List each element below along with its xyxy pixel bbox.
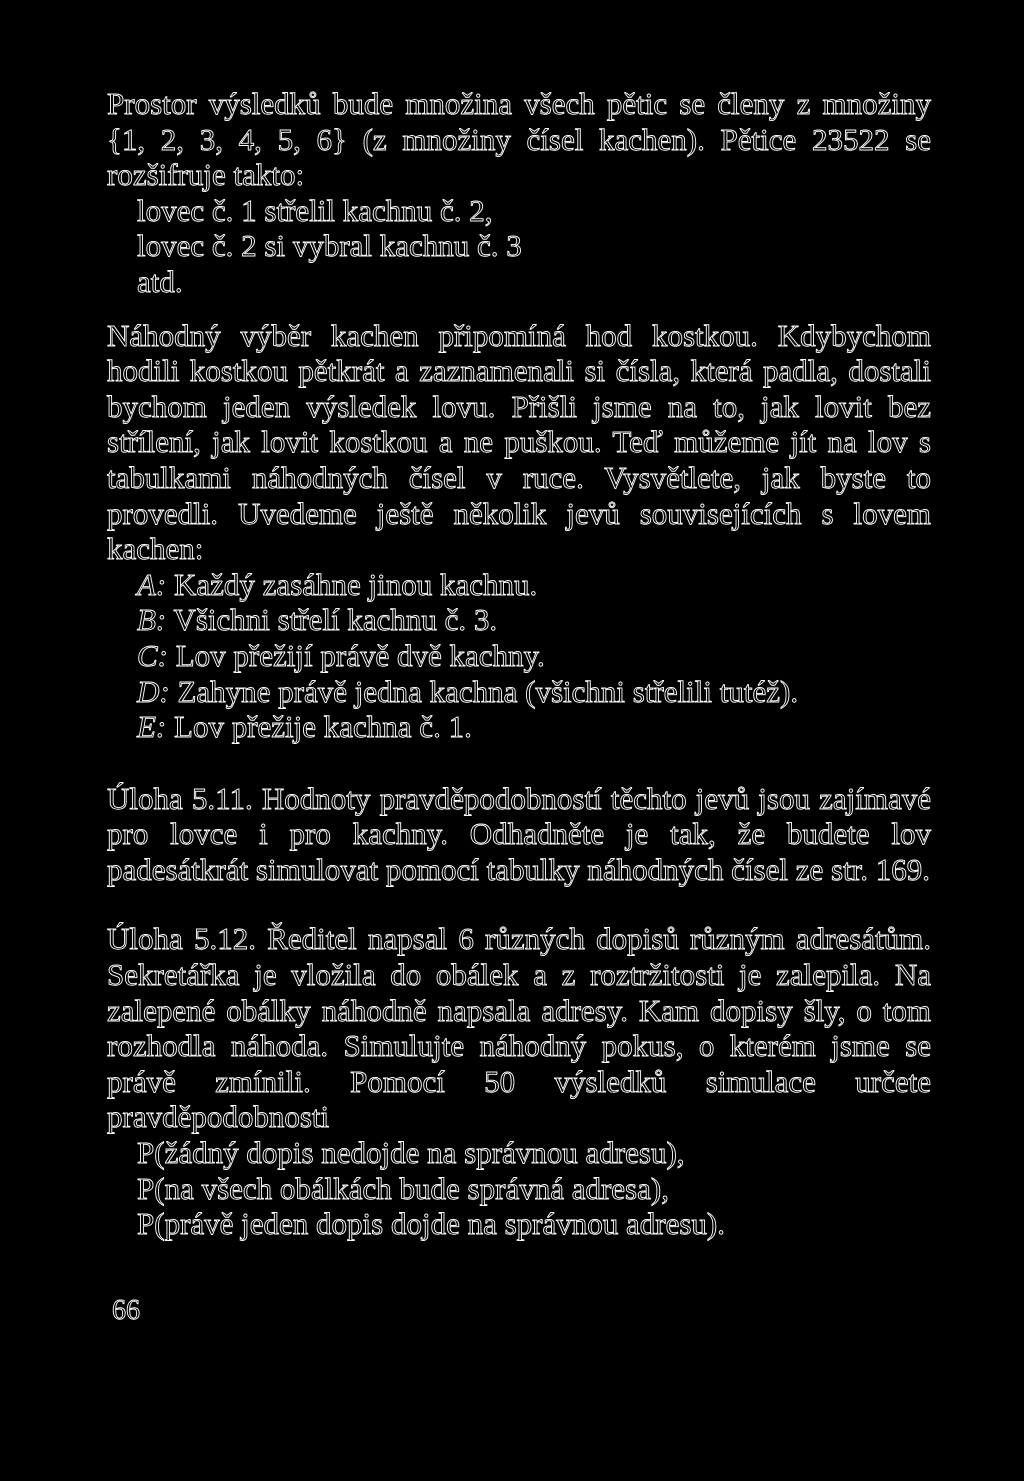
event-item-b <box>107 602 931 638</box>
event-text: Zahyne právě jedna kachna (všichni střelili tutéž). <box>177 673 799 709</box>
intro-line-1: lovec č. 1 střelil kachnu č. 2, <box>137 192 493 228</box>
task-text: Ředitel napsal 6 různých dopisů různým adresátům. Sekretářka je vložila do obálek a z roztržitosti je zalepila. Na zalepené obálky náhodně napsala adresy. Kam dopisy šly, o tom rozhodla náhoda. Simulujte náhodný pokus, o kterém jsme se právě zmínili. Pomocí 50 výsledků simulace určete pravděpodobnosti <box>107 921 932 1135</box>
event-label: E: <box>137 709 167 745</box>
event-text: Lov přežijí právě dvě kachny. <box>175 637 545 673</box>
event-item-d <box>107 674 931 710</box>
event-label: A: <box>137 566 167 602</box>
task-label: Úloha 5.11. <box>107 780 253 816</box>
event-item-e <box>107 709 931 745</box>
event-item-c <box>107 638 931 674</box>
random-choice-paragraph: Náhodný výběr kachen připomíná hod kostkou. Kdybychom hodili kostkou pětkrát a zaznamenali si čísla, která padla, dostali bychom jeden výsledek lovu. Přišli jsme na to, jak lovit bez střílení, jak lovit kostkou a ne puškou. Teď můžeme jít na lov s tabulkami náhodných čísel v ruce. Vysvětlete, jak byste to provedli. Uvedeme ještě několik jevů souvisejících s lovem kachen: <box>107 317 931 567</box>
page-number: 66 <box>112 1295 140 1326</box>
probability-line-1: P(žádný dopis nedojde na správnou adresu), <box>137 1135 685 1171</box>
task-label: Úloha 5.12. <box>107 921 256 957</box>
probability-line-3: P(právě jeden dopis dojde na správnou adresu). <box>137 1206 725 1242</box>
event-text: Každý zasáhne jinou kachnu. <box>174 566 538 602</box>
task-text: Hodnoty pravděpodobností těchto jevů jsou zajímavé pro lovce i pro kachny. Odhadněte je tak, že budete lov padesátkrát simulovat pomocí tabulky náhodných čísel ze str. 169. <box>107 780 931 887</box>
event-item-a <box>107 567 931 603</box>
event-label: D: <box>137 673 170 709</box>
intro-line-2: lovec č. 2 si vybral kachnu č. 3 <box>137 228 522 264</box>
probability-line-2: P(na všech obálkách bude správná adresa), <box>137 1170 669 1206</box>
event-text: Lov přežije kachna č. 1. <box>174 709 472 745</box>
event-text: Všichni střelí kachnu č. 3. <box>173 602 498 638</box>
event-label: C: <box>137 637 168 673</box>
event-label: B: <box>137 602 167 638</box>
intro-paragraph: Prostor výsledků bude množina všech pětic se členy z množiny {1, 2, 3, 4, 5, 6} (z množiny čísel kachen). Pětice 23522 se rozšifruje takto: <box>107 86 931 193</box>
page-content <box>107 86 931 1242</box>
task-5-12 <box>107 921 931 1135</box>
intro-line-3: atd. <box>137 263 183 299</box>
task-5-11 <box>107 781 931 888</box>
